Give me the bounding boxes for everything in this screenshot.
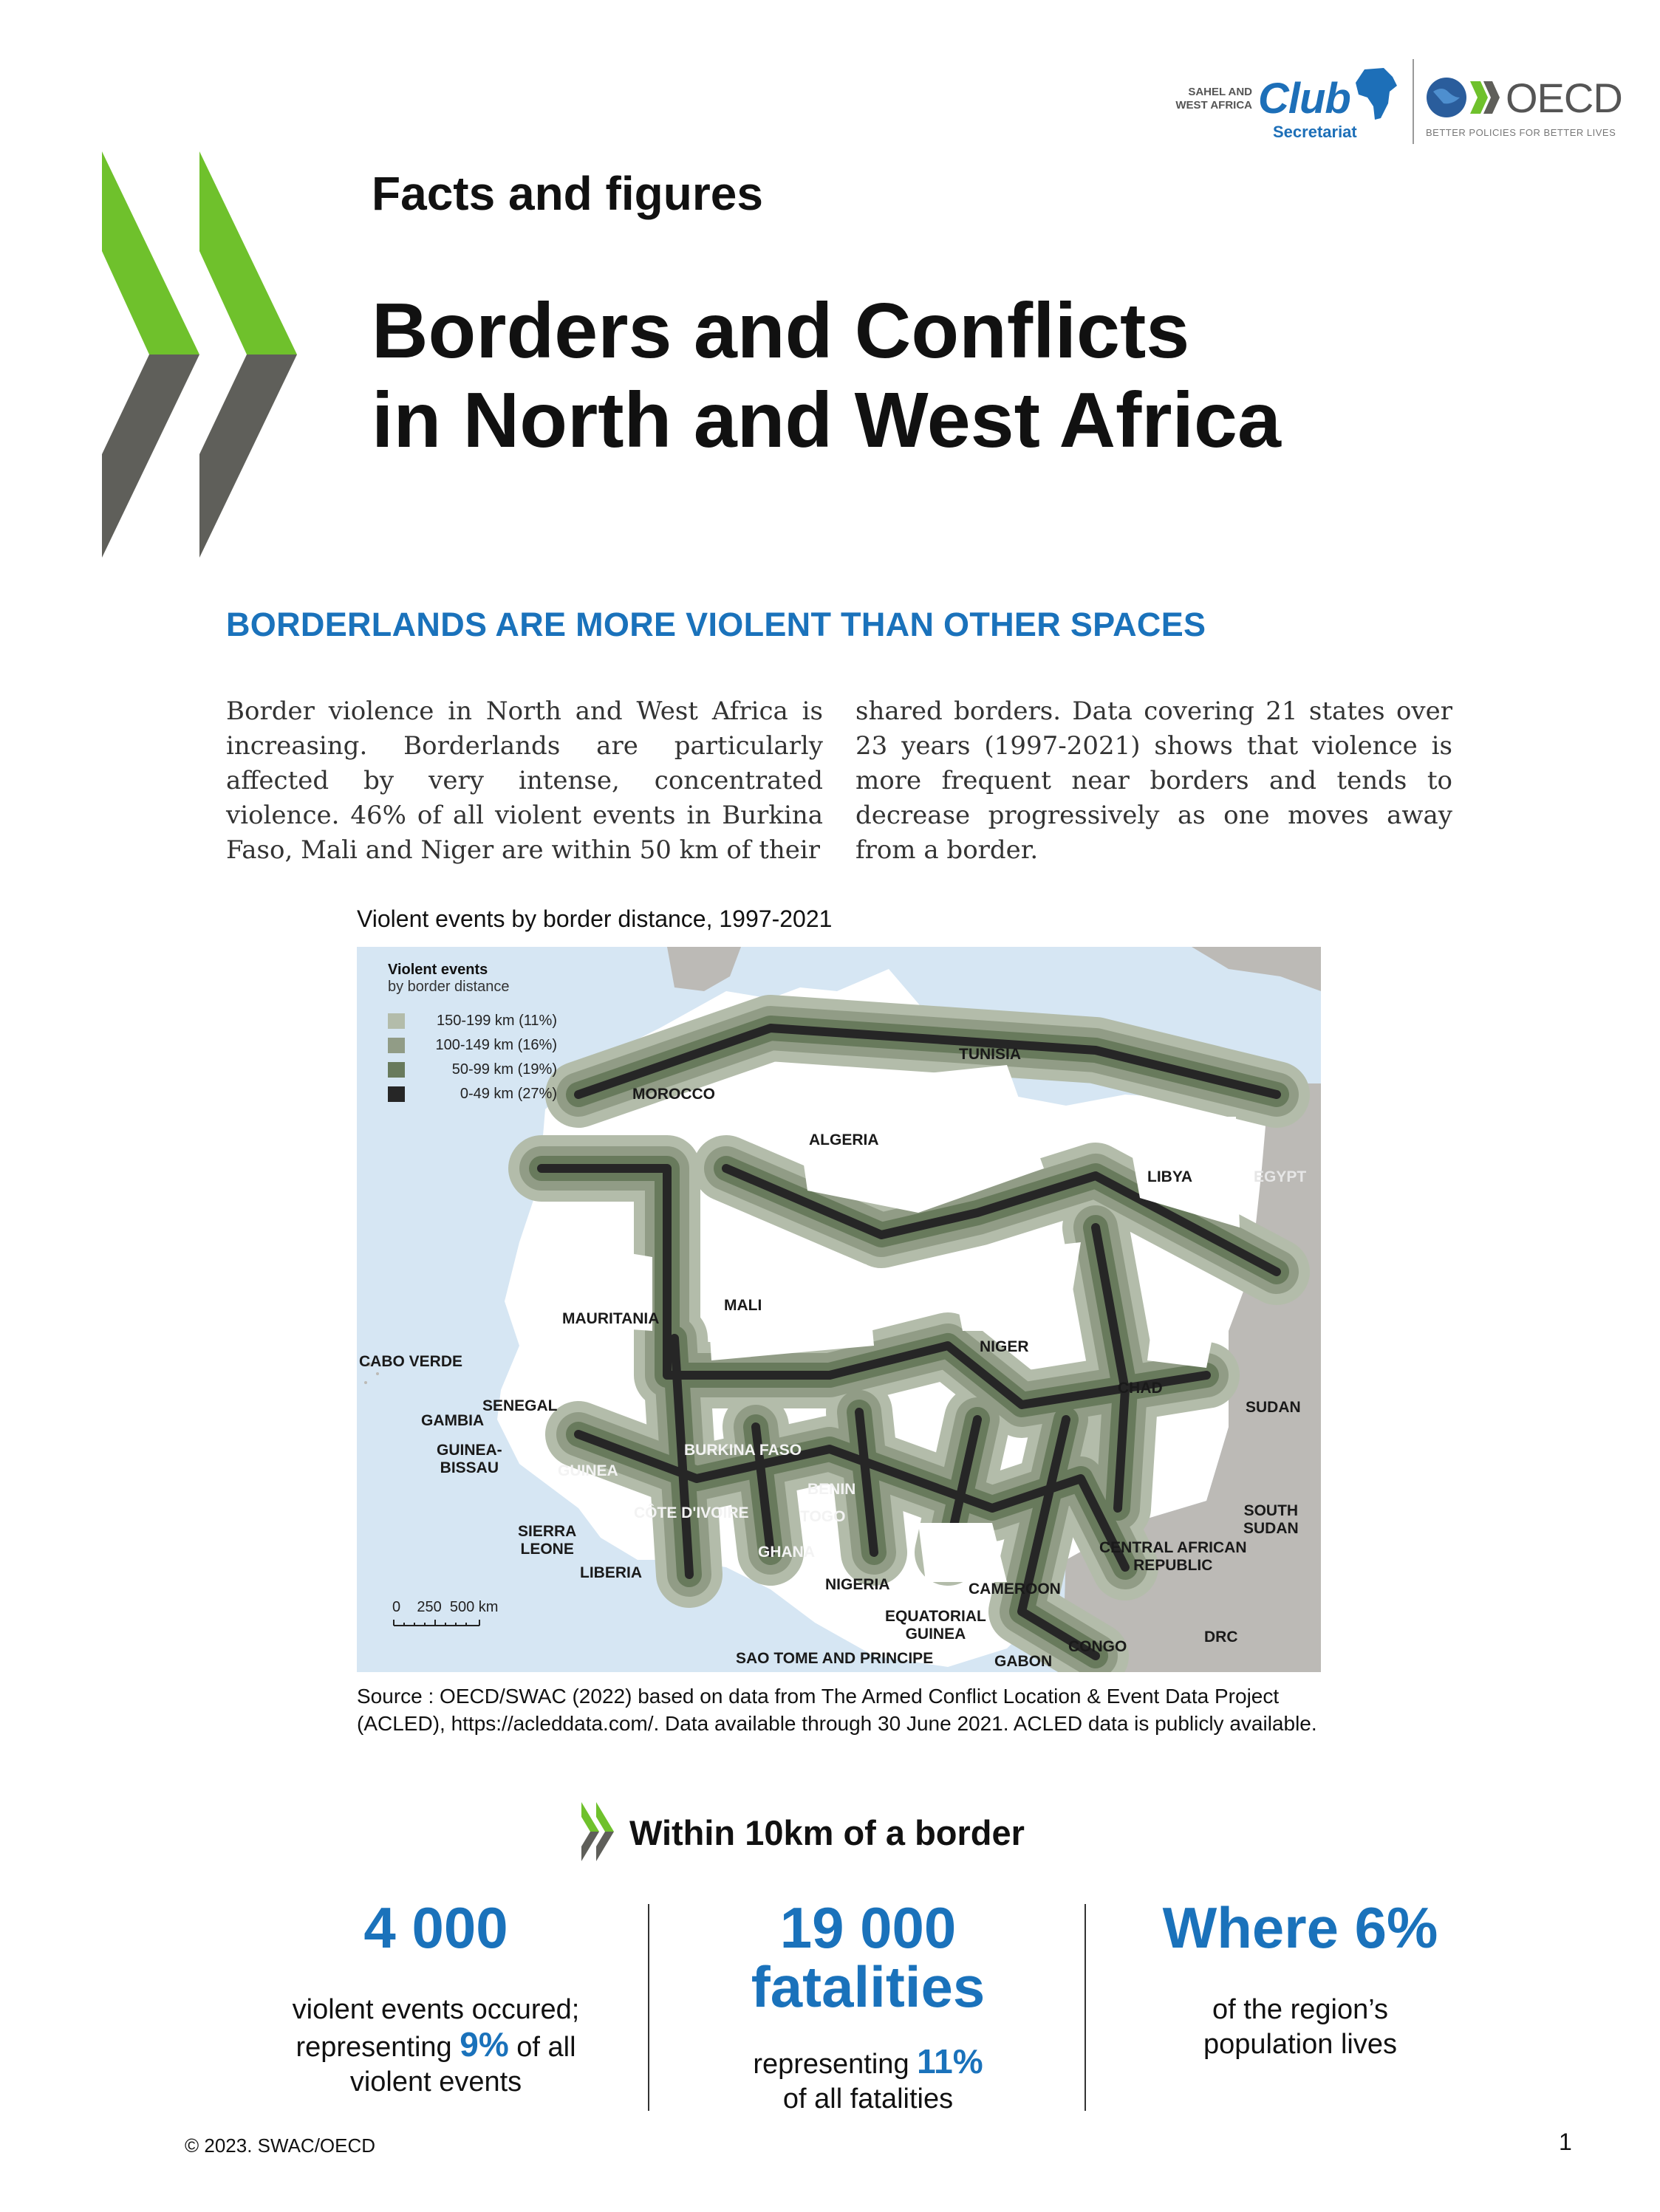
label-equatorial-guinea <box>885 1608 986 1643</box>
label-gambia: GAMBIA <box>421 1412 485 1429</box>
label-niger: NIGER <box>980 1338 1029 1355</box>
legend-label: 0-49 km (27%) <box>460 1086 557 1102</box>
label-mauritania: MAURITANIA <box>562 1310 660 1327</box>
label-guinea-bissau-line1: GUINEA- <box>437 1442 502 1459</box>
stat-value-unit: fatalities <box>751 1954 986 2019</box>
label-ghana: GHANA <box>758 1544 815 1561</box>
section-heading: BORDERLANDS ARE MORE VIOLENT THAN OTHER SPACES <box>226 606 1206 643</box>
stat-divider <box>1085 1904 1086 2111</box>
label-guinea-bissau-line2: BISSAU <box>440 1459 499 1476</box>
oecd-logo-text: OECD <box>1506 75 1622 121</box>
cabo-verde-island <box>376 1372 379 1375</box>
footer-copyright: © 2023. SWAC/OECD <box>185 2134 376 2157</box>
label-chad: CHAD <box>1118 1380 1163 1397</box>
label-guinea-bissau <box>437 1442 502 1477</box>
label-cameroon: CAMEROON <box>969 1581 1061 1598</box>
stat-violent-events <box>244 1895 628 2100</box>
label-benin: BENIN <box>807 1481 856 1498</box>
stat-value: 19 000 <box>779 1895 957 1960</box>
page-kicker: Facts and figures <box>372 167 763 220</box>
scale-bar-ticks <box>392 1617 481 1629</box>
nigeria-interior <box>918 1523 1007 1582</box>
label-sao-tome: SAO TOME AND PRINCIPE <box>736 1650 934 1667</box>
label-liberia: LIBERIA <box>580 1564 642 1581</box>
legend-label: 150-199 km (11%) <box>436 1013 557 1029</box>
stat-pre: representing <box>296 2032 460 2063</box>
swac-logo-secretariat: Secretariat <box>1273 123 1357 141</box>
label-cabo-verde: CABO VERDE <box>359 1353 463 1370</box>
scale-bar-label: 0 250 500 km <box>392 1599 499 1615</box>
stat-line <box>244 2027 628 2065</box>
stat-fatalities <box>676 1895 1060 2117</box>
stat-value: 4 000 <box>363 1895 508 1960</box>
label-gabon: GABON <box>994 1653 1053 1670</box>
legend-label: 100-149 km (16%) <box>435 1037 557 1053</box>
label-morocco: MOROCCO <box>632 1086 715 1103</box>
legend-item <box>388 1082 557 1106</box>
swac-logo <box>1164 61 1407 142</box>
label-mali: MALI <box>724 1297 762 1314</box>
label-senegal: SENEGAL <box>482 1397 558 1414</box>
legend-subtitle: by border distance <box>388 979 510 995</box>
legend-item <box>388 1058 557 1082</box>
label-algeria: ALGERIA <box>809 1131 879 1148</box>
swac-logo-line2: WEST AFRICA <box>1175 99 1252 112</box>
label-car-line2: REPUBLIC <box>1133 1557 1213 1574</box>
cabo-verde-island <box>364 1381 367 1384</box>
body-text-left: Border violence in North and West Africa is increasing. Borderlands are particularly affected by very intense, concentrated violence. 46% of all violent events in Burkina Faso, Mali and Niger are within 50 km of their <box>226 696 823 865</box>
label-guinea: GUINEA <box>558 1462 618 1479</box>
oecd-chevrons-icon <box>96 151 303 558</box>
legend-swatch <box>388 1086 405 1102</box>
stat-line: of all fatalities <box>782 2083 954 2115</box>
logo-divider <box>1413 59 1414 144</box>
page-title-line1: Borders and Conflicts <box>372 287 1190 374</box>
oecd-logo <box>1426 74 1622 148</box>
swac-logo-line1: SAHEL AND <box>1188 86 1252 98</box>
label-south-sudan <box>1243 1502 1299 1538</box>
legend-item <box>388 1009 557 1033</box>
stat-line: violent events <box>349 2067 522 2098</box>
swac-logo-small-text <box>1164 86 1252 112</box>
legend-swatch <box>388 1038 405 1053</box>
stat-percentage: 11% <box>917 2042 983 2081</box>
chevron-callout-icon <box>580 1802 617 1861</box>
label-eq-guinea-line2: GUINEA <box>905 1626 966 1643</box>
stat-percentage: 9% <box>460 2025 509 2064</box>
africa-icon <box>1354 65 1398 124</box>
stat-divider <box>648 1904 649 2111</box>
map-legend <box>388 962 557 1106</box>
label-nigeria: NIGERIA <box>825 1576 890 1593</box>
label-south-sudan-line1: SOUTH <box>1243 1502 1299 1519</box>
legend-item <box>388 1033 557 1058</box>
label-eq-guinea-line1: EQUATORIAL <box>885 1608 986 1625</box>
oecd-globe-icon <box>1426 75 1500 120</box>
stat-value: Where 6% <box>1162 1895 1438 1960</box>
legend-swatch <box>388 1013 405 1029</box>
label-egypt: EGYPT <box>1254 1168 1307 1185</box>
label-togo: TOGO <box>800 1508 846 1525</box>
oecd-logo-tagline: BETTER POLICIES FOR BETTER LIVES <box>1426 127 1616 138</box>
niger-interior <box>948 1242 1081 1331</box>
page-number: 1 <box>1559 2129 1572 2155</box>
swac-logo-club: Club <box>1258 75 1350 123</box>
map-scale-bar <box>392 1599 498 1633</box>
map-title: Violent events by border distance, 1997-2021 <box>357 905 833 932</box>
stat-line: population lives <box>1203 2029 1397 2060</box>
label-congo: CONGO <box>1068 1638 1127 1655</box>
label-libya: LIBYA <box>1147 1168 1193 1185</box>
body-text-right: shared borders. Data covering 21 states over 23 years (1997-2021) shows that violence is more frequent near borders and tends to decrease progressively as one moves away from a border. <box>855 696 1452 865</box>
stat-line <box>676 2044 1060 2082</box>
label-sierra-leone <box>518 1523 576 1558</box>
label-burkina-faso: BURKINA FASO <box>684 1442 802 1459</box>
callout-title: Within 10km of a border <box>629 1813 1025 1852</box>
stat-line: of the region’s <box>1212 1994 1389 2025</box>
label-central-african-republic <box>1099 1539 1247 1575</box>
label-sudan: SUDAN <box>1246 1399 1301 1416</box>
page-title-line2: in North and West Africa <box>372 377 1281 464</box>
stat-post: of all <box>508 2032 576 2063</box>
stat-line: violent events occured; <box>292 1994 580 2025</box>
label-sierra-leone-line1: SIERRA <box>518 1523 577 1540</box>
stat-pre: representing <box>753 2049 918 2080</box>
stat-population <box>1108 1895 1492 2062</box>
border-violence-map <box>357 947 1321 1672</box>
map-source-note: Source : OECD/SWAC (2022) based on data from The Armed Conflict Location & Event Data Project (ACLED), https://acleddata.com/. Data available through 30 June 2021. ACLED data is publicly available. <box>357 1685 1317 1735</box>
legend-swatch <box>388 1062 405 1078</box>
label-sierra-leone-line2: LEONE <box>520 1541 574 1558</box>
page-title <box>372 287 1281 465</box>
label-south-sudan-line2: SUDAN <box>1243 1520 1299 1537</box>
legend-label: 50-99 km (19%) <box>451 1061 557 1078</box>
legend-title: Violent events <box>388 962 488 978</box>
label-drc: DRC <box>1204 1629 1238 1646</box>
label-tunisia: TUNISIA <box>959 1046 1021 1063</box>
label-cote-divoire: CÔTE D'IVOIRE <box>634 1504 749 1521</box>
label-car-line1: CENTRAL AFRICAN <box>1099 1539 1247 1556</box>
